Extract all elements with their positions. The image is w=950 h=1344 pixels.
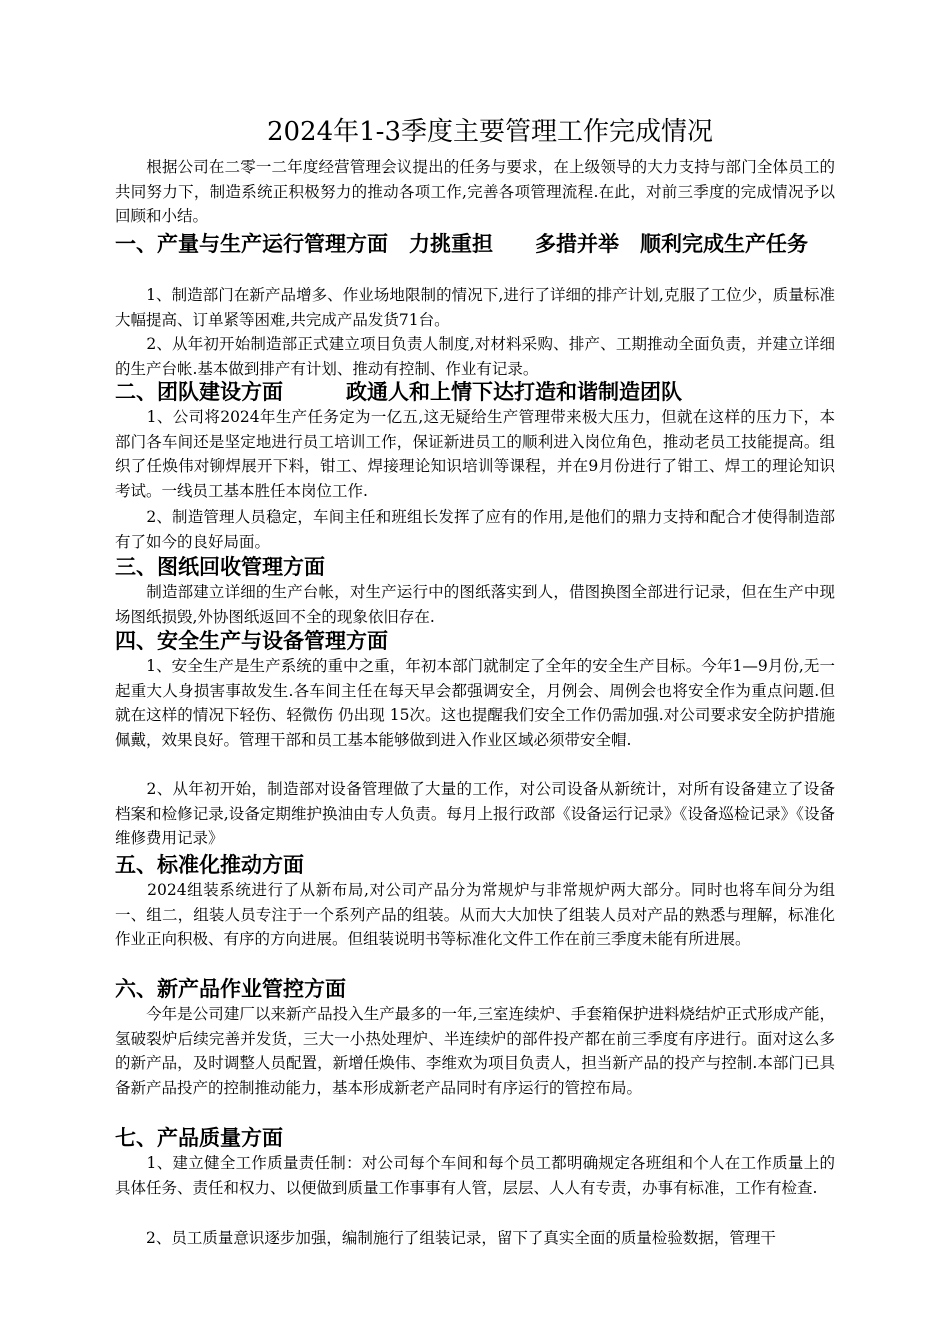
section-2-paragraph-2: 2、制造管理人员稳定，车间主任和班组长发挥了应有的作用,是他们的鼎力支持和配合才使得制造部有了如今的良好局面。 [115, 508, 835, 551]
section-heading-2: 二、团队建设方面 政通人和上情下达打造和谐制造团队 [115, 379, 682, 404]
section-4-paragraph-1: 1、安全生产是生产系统的重中之重，年初本部门就制定了全年的安全生产目标。今年1—9月份,无一起重大人身损害事故发生.各车间主任在每天早会都强调安全，月例会、周例会也将安全作为重点问题.但就在这样的情况下轻伤、轻微伤 仍出现 15次。这也提醒我们安全工作仍需加强.对公司要求安全防护措施佩戴，效果良好。管理干部和员工基本能够做到进入作业区域必须带安全帽. [115, 657, 835, 749]
section-6-paragraph-1: 今年是公司建厂以来新产品投入生产最多的一年,三室连续炉、手套箱保护进料烧结炉正式形成产能，氢破裂炉后续完善并发货，三大一小热处理炉、半连续炉的部件投产都在前三季度有序进行。面对这么多的新产品，及时调整人员配置，新增任焕伟、李维欢为项目负责人，担当新产品的投产与控制.本部门已具备新产品投产的控制推动能力，基本形成新老产品同时有序运行的管控布局。 [115, 1005, 835, 1097]
section-3-paragraph-1: 制造部建立详细的生产台帐，对生产运行中的图纸落实到人，借图换图全部进行记录，但在生产中现场图纸损毁,外协图纸返回不全的现象依旧存在. [115, 583, 835, 626]
section-1-paragraph-1: 1、制造部门在新产品增多、作业场地限制的情况下,进行了详细的排产计划,克服了工位少，质量标准大幅提高、订单紧等困难,共完成产品发货71台。 [115, 286, 835, 329]
section-heading-1: 一、产量与生产运行管理方面 力挑重担 多措并举 顺利完成生产任务 [115, 231, 808, 256]
section-heading-3: 三、图纸回收管理方面 [115, 554, 325, 579]
section-7-paragraph-2: 2、员工质量意识逐步加强，编制施行了组装记录，留下了真实全面的质量检验数据，管理干 [115, 1229, 776, 1247]
section-7-paragraph-1: 1、建立健全工作质量责任制：对公司每个车间和每个员工都明确规定各班组和个人在工作质量上的具体任务、责任和权力、以便做到质量工作事事有人管，层层、人人有专责，办事有标准，工作有检查. [115, 1154, 835, 1197]
document-title: 2024年1-3季度主要管理工作完成情况 [266, 117, 714, 147]
section-1-paragraph-2: 2、从年初开始制造部正式建立项目负责人制度,对材料采购、排产、工期推动全面负责，并建立详细的生产台帐.基本做到排产有计划、推动有控制、作业有记录。 [115, 335, 835, 378]
section-4-paragraph-2: 2、从年初开始，制造部对设备管理做了大量的工作，对公司设备从新统计，对所有设备建立了设备档案和检修记录,设备定期维护换油由专人负责。每月上报行政部《设备运行记录》《设备巡检记录》《设备维修费用记录》 [115, 780, 835, 847]
section-2-paragraph-1: 1、公司将2024年生产任务定为一亿五,这无疑给生产管理带来极大压力，但就在这样的压力下，本部门各车间还是坚定地进行员工培训工作，保证新进员工的顺利进入岗位角色，推动老员工技能提高。组织了任焕伟对铆焊展开下料，钳工、焊接理论知识培训等课程，并在9月份进行了钳工、焊工的理论知识考试。一线员工基本胜任本岗位工作. [115, 408, 835, 500]
section-heading-6: 六、新产品作业管控方面 [115, 976, 346, 1001]
section-heading-4: 四、安全生产与设备管理方面 [115, 628, 388, 653]
section-heading-5: 五、标准化推动方面 [115, 852, 304, 877]
intro-paragraph: 根据公司在二零一二年度经营管理会议提出的任务与要求，在上级领导的大力支持与部门全体员工的共同努力下，制造系统正积极努力的推动各项工作,完善各项管理流程.在此，对前三季度的完成情况予以回顾和小结。 [115, 158, 835, 225]
section-heading-7: 七、产品质量方面 [115, 1125, 283, 1150]
section-5-paragraph-1: 2024组装系统进行了从新布局,对公司产品分为常规炉与非常规炉两大部分。同时也将车间分为组一、组二，组装人员专注于一个系列产品的组装。从而大大加快了组装人员对产品的熟悉与理解，标准化作业正向积极、有序的方向进展。但组装说明书等标准化文件工作在前三季度未能有所进展。 [115, 881, 835, 948]
